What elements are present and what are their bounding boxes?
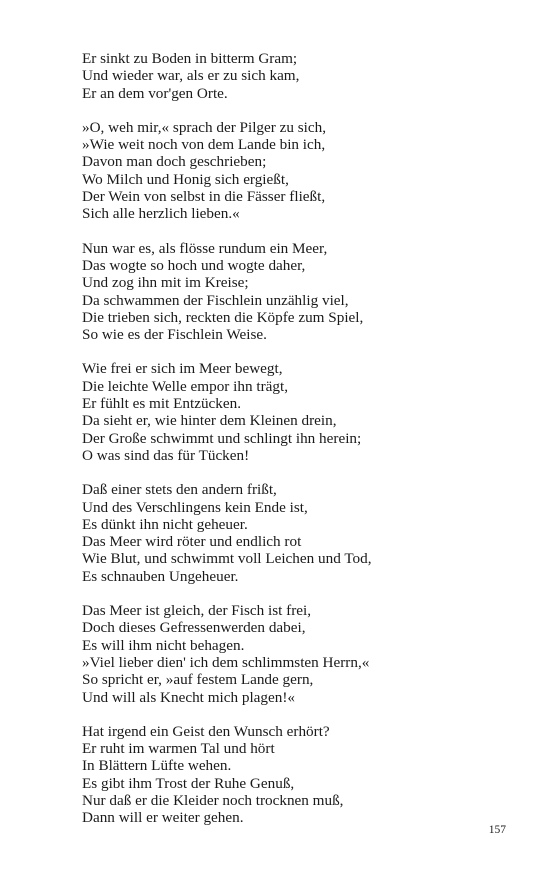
poem-line: Das Meer ist gleich, der Fisch ist frei, <box>82 602 312 620</box>
poem-line: Es will ihm nicht behagen. <box>82 636 245 654</box>
poem-line: Sich alle herzlich lieben.« <box>82 205 240 223</box>
poem-line: Das Meer wird röter und endlich rot <box>82 533 302 551</box>
poem-line: Er an dem vor'gen Orte. <box>82 84 228 102</box>
poem-line: Und des Verschlingens kein Ende ist, <box>82 498 308 516</box>
poem-line: Dann will er weiter gehen. <box>82 809 244 827</box>
poem-line: Hat irgend ein Geist den Wunsch erhört? <box>82 722 330 740</box>
poem-line: Der Wein von selbst in die Fässer fließt, <box>82 188 326 206</box>
stanza <box>82 119 522 223</box>
poem-line: So spricht er, »auf festem Lande gern, <box>82 671 314 689</box>
poem-line: Es schnauben Ungeheuer. <box>82 567 239 585</box>
poem-line: O was sind das für Tücken! <box>82 446 250 464</box>
poem-line: So wie es der Fischlein Weise. <box>82 326 267 344</box>
poem-line: Und zog ihn mit im Kreise; <box>82 274 249 292</box>
poem-line: Es gibt ihm Trost der Ruhe Genuß, <box>82 774 295 792</box>
poem-line: Und wieder war, als er zu sich kam, <box>82 67 300 85</box>
stanza <box>82 240 522 344</box>
poem-line: »Viel lieber dien' ich dem schlimmsten Herrn,« <box>82 653 370 671</box>
poem-line: Nun war es, als flösse rundum ein Meer, <box>82 239 328 257</box>
poem-line: Wo Milch und Honig sich ergießt, <box>82 170 289 188</box>
poem-line: In Blättern Lüfte wehen. <box>82 757 232 775</box>
poem-line: Er sinkt zu Boden in bitterm Gram; <box>82 50 298 67</box>
poem-line: Es dünkt ihn nicht geheuer. <box>82 515 248 533</box>
stanza <box>82 602 522 706</box>
poem-line: Da sieht er, wie hinter dem Kleinen drein, <box>82 412 337 430</box>
poem-line: Doch dieses Gefressenwerden dabei, <box>82 619 306 637</box>
stanza <box>82 481 522 585</box>
poem-line: Das wogte so hoch und wogte daher, <box>82 256 306 274</box>
poem-line: Die trieben sich, reckten die Köpfe zum Spiel, <box>82 308 364 326</box>
poem-line: »O, weh mir,« sprach der Pilger zu sich, <box>82 118 327 136</box>
poem-line: Die leichte Welle empor ihn trägt, <box>82 377 288 395</box>
poem-line: »Wie weit noch von dem Lande bin ich, <box>82 136 326 154</box>
stanza <box>82 50 522 102</box>
poem-line: Wie Blut, und schwimmt voll Leichen und Tod, <box>82 550 372 568</box>
poem-line: Er fühlt es mit Entzücken. <box>82 395 242 413</box>
poem-line: Nur daß er die Kleider noch trocknen muß, <box>82 791 344 809</box>
page-number: 157 <box>488 824 506 836</box>
poem-line: Und will als Knecht mich plagen!« <box>82 688 295 706</box>
stanza <box>82 360 522 464</box>
poem-body <box>82 50 522 844</box>
poem-line: Er ruht im warmen Tal und hört <box>82 740 275 758</box>
poem-line: Wie frei er sich im Meer bewegt, <box>82 360 283 378</box>
poem-line: Da schwammen der Fischlein unzählig viel, <box>82 291 349 309</box>
stanza <box>82 723 522 827</box>
poem-line: Daß einer stets den andern frißt, <box>82 481 277 499</box>
poem-line: Der Große schwimmt und schlingt ihn herein; <box>82 429 362 447</box>
poem-line: Davon man doch geschrieben; <box>82 153 267 171</box>
